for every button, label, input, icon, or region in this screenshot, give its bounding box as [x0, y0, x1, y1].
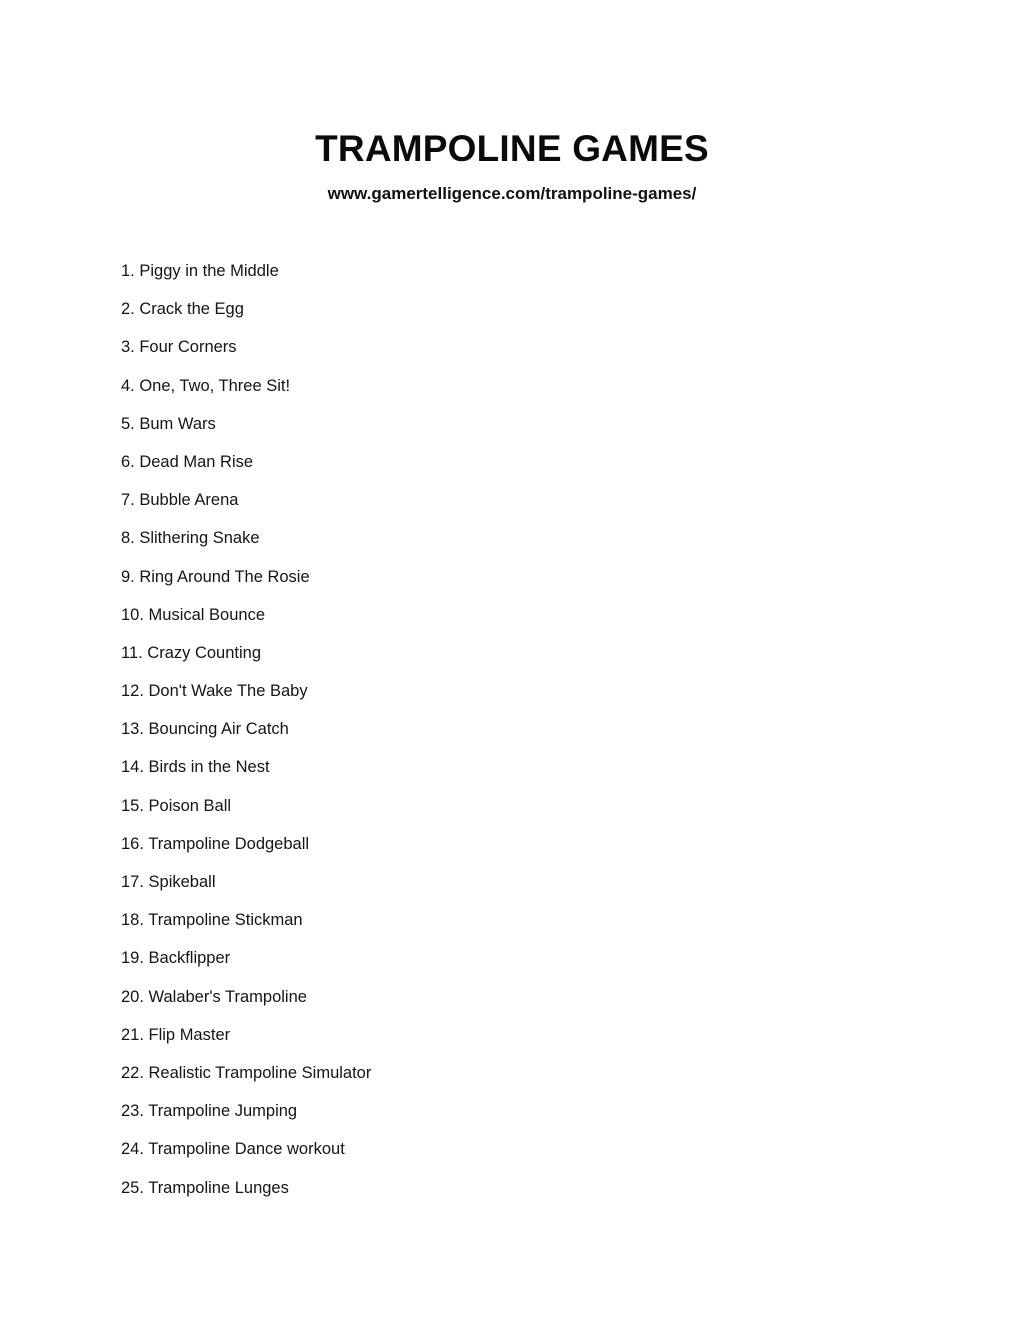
list-item: 5. Bum Wars	[121, 414, 216, 433]
list-item: 6. Dead Man Rise	[121, 452, 254, 471]
list-item: 4. One, Two, Three Sit!	[121, 376, 291, 395]
list-item: 8. Slithering Snake	[121, 529, 260, 548]
list-item: 13. Bouncing Air Catch	[121, 720, 289, 739]
list-item: 11. Crazy Counting	[121, 643, 262, 662]
list-item: 17. Spikeball	[121, 873, 216, 891]
list-item: 7. Bubble Arena	[121, 491, 239, 510]
list-item: 14. Birds in the Nest	[121, 758, 270, 777]
document-title: TRAMPOLINE GAMES	[315, 128, 709, 169]
list-item: 20. Walaber's Trampoline	[121, 987, 307, 1006]
list-item: 12. Don't Wake The Baby	[121, 682, 308, 701]
list-item: 22. Realistic Trampoline Simulator	[121, 1063, 372, 1082]
list-item: 21. Flip Master	[121, 1025, 231, 1044]
list-item: 3. Four Corners	[121, 338, 237, 357]
source-url: www.gamertelligence.com/trampoline-games/	[327, 184, 697, 203]
list-item: 9. Ring Around The Rosie	[121, 567, 310, 586]
list-item: 15. Poison Ball	[121, 796, 232, 815]
list-item: 24. Trampoline Dance workout	[121, 1140, 345, 1159]
list-item: 18. Trampoline Stickman	[121, 911, 303, 930]
list-item: 19. Backflipper	[121, 949, 231, 968]
list-item: 2. Crack the Egg	[121, 300, 244, 319]
list-item: 10. Musical Bounce	[121, 605, 265, 624]
games-list	[121, 259, 371, 1214]
list-item: 25. Trampoline Lunges	[121, 1178, 289, 1197]
list-item: 1. Piggy in the Middle	[121, 262, 279, 280]
list-item: 23. Trampoline Jumping	[121, 1102, 298, 1121]
list-item: 16. Trampoline Dodgeball	[121, 834, 310, 853]
